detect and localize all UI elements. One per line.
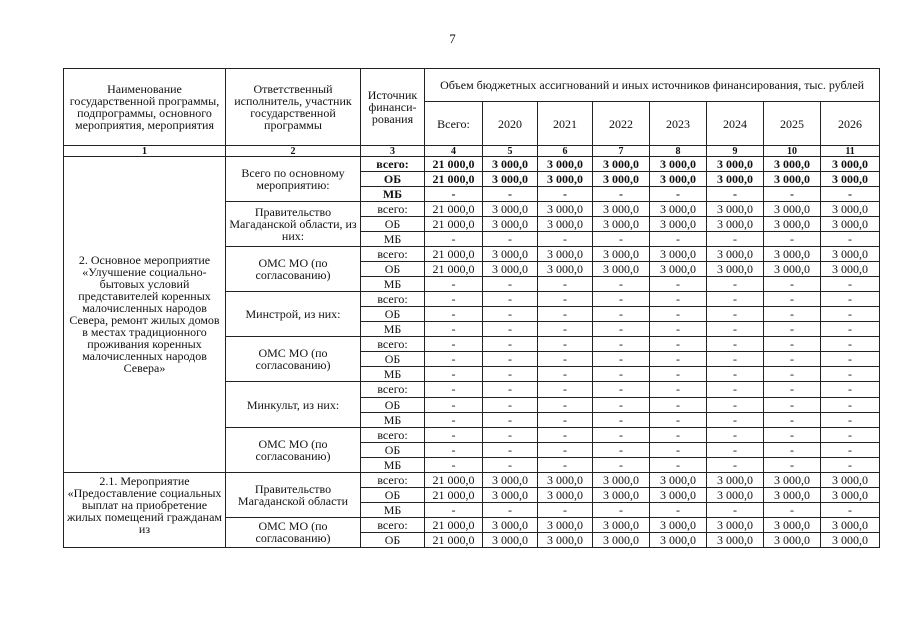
year-value-cell: - (650, 322, 707, 337)
header-year: 2026 (821, 102, 880, 146)
year-value-cell: - (483, 397, 538, 412)
column-number: 2 (226, 146, 361, 157)
year-value-cell: - (764, 337, 821, 352)
source-cell: МБ (361, 367, 425, 382)
source-cell: МБ (361, 187, 425, 202)
year-value-cell: - (593, 382, 650, 397)
year-value-cell: 3 000,0 (821, 517, 880, 532)
year-value-cell: - (650, 442, 707, 457)
year-value-cell: - (764, 502, 821, 517)
year-value-cell: 3 000,0 (707, 262, 764, 277)
year-value-cell: - (707, 457, 764, 472)
year-value-cell: 3 000,0 (821, 247, 880, 262)
source-cell: МБ (361, 457, 425, 472)
year-value-cell: - (764, 457, 821, 472)
year-value-cell: - (764, 367, 821, 382)
total-value-cell: - (425, 337, 483, 352)
year-value-cell: - (593, 337, 650, 352)
source-cell: ОБ (361, 397, 425, 412)
header-year: 2021 (538, 102, 593, 146)
total-value-cell: - (425, 307, 483, 322)
year-value-cell: 3 000,0 (650, 172, 707, 187)
year-value-cell: - (821, 382, 880, 397)
year-value-cell: 3 000,0 (593, 217, 650, 232)
year-value-cell: - (764, 292, 821, 307)
year-value-cell: - (483, 187, 538, 202)
executor-cell: Минстрой, из них: (226, 292, 361, 337)
total-value-cell: 21 000,0 (425, 157, 483, 172)
source-cell: всего: (361, 382, 425, 397)
header-year: 2023 (650, 102, 707, 146)
year-value-cell: 3 000,0 (593, 247, 650, 262)
source-cell: всего: (361, 202, 425, 217)
source-cell: всего: (361, 517, 425, 532)
year-value-cell: 3 000,0 (538, 472, 593, 487)
year-value-cell: - (538, 442, 593, 457)
year-value-cell: 3 000,0 (483, 487, 538, 502)
total-value-cell: - (425, 412, 483, 427)
source-cell: всего: (361, 292, 425, 307)
year-value-cell: - (593, 502, 650, 517)
total-value-cell: - (425, 397, 483, 412)
year-value-cell: - (593, 277, 650, 292)
year-value-cell: - (538, 427, 593, 442)
source-cell: ОБ (361, 217, 425, 232)
source-cell: МБ (361, 322, 425, 337)
year-value-cell: 3 000,0 (707, 472, 764, 487)
year-value-cell: 3 000,0 (707, 217, 764, 232)
year-value-cell: 3 000,0 (650, 532, 707, 547)
year-value-cell: - (538, 382, 593, 397)
year-value-cell: - (821, 307, 880, 322)
year-value-cell: - (538, 337, 593, 352)
total-value-cell: 21 000,0 (425, 532, 483, 547)
header-volume: Объем бюджетных ассигнований и иных источников финансирования, тыс. рублей (425, 69, 880, 102)
column-number: 7 (593, 146, 650, 157)
source-cell: всего: (361, 247, 425, 262)
year-value-cell: - (650, 367, 707, 382)
year-value-cell: 3 000,0 (764, 532, 821, 547)
year-value-cell: - (538, 277, 593, 292)
year-value-cell: - (764, 442, 821, 457)
source-cell: всего: (361, 427, 425, 442)
year-value-cell: - (821, 277, 880, 292)
header-year: 2020 (483, 102, 538, 146)
year-value-cell: - (821, 292, 880, 307)
executor-cell: Всего по основному мероприятию: (226, 157, 361, 202)
year-value-cell: - (650, 502, 707, 517)
year-value-cell: - (707, 427, 764, 442)
year-value-cell: 3 000,0 (483, 247, 538, 262)
total-value-cell: 21 000,0 (425, 487, 483, 502)
source-cell: МБ (361, 232, 425, 247)
column-number: 4 (425, 146, 483, 157)
year-value-cell: 3 000,0 (483, 472, 538, 487)
year-value-cell: 3 000,0 (707, 172, 764, 187)
source-cell: ОБ (361, 352, 425, 367)
year-value-cell: - (764, 382, 821, 397)
total-value-cell: - (425, 427, 483, 442)
executor-cell: ОМС МО (по согласованию) (226, 517, 361, 547)
year-value-cell: - (821, 457, 880, 472)
year-value-cell: - (707, 277, 764, 292)
financing-table (63, 68, 880, 548)
total-value-cell: 21 000,0 (425, 247, 483, 262)
year-value-cell: 3 000,0 (821, 262, 880, 277)
total-value-cell: 21 000,0 (425, 172, 483, 187)
year-value-cell: 3 000,0 (650, 202, 707, 217)
total-value-cell: - (425, 232, 483, 247)
year-value-cell: 3 000,0 (483, 532, 538, 547)
source-cell: всего: (361, 472, 425, 487)
year-value-cell: - (650, 457, 707, 472)
year-value-cell: 3 000,0 (650, 217, 707, 232)
year-value-cell: - (483, 292, 538, 307)
year-value-cell: 3 000,0 (707, 517, 764, 532)
total-value-cell: - (425, 502, 483, 517)
year-value-cell: - (764, 307, 821, 322)
year-value-cell: - (538, 232, 593, 247)
year-value-cell: - (821, 502, 880, 517)
year-value-cell: 3 000,0 (707, 247, 764, 262)
year-value-cell: - (650, 382, 707, 397)
year-value-cell: - (593, 322, 650, 337)
year-value-cell: - (650, 292, 707, 307)
year-value-cell: 3 000,0 (707, 532, 764, 547)
header-total: Всего: (425, 102, 483, 146)
year-value-cell: - (707, 397, 764, 412)
column-number-row (64, 146, 880, 157)
year-value-cell: 3 000,0 (593, 532, 650, 547)
year-value-cell: - (821, 187, 880, 202)
measure-name: 2. Основное мероприятие «Улучшение социально-бытовых условий представителей коренных малочисленных народов Севера, ремонт жилых домов в местах традиционного проживания коренных малочисленных народов Севера» (64, 157, 226, 473)
source-cell: МБ (361, 277, 425, 292)
year-value-cell: 3 000,0 (593, 472, 650, 487)
total-value-cell: 21 000,0 (425, 262, 483, 277)
year-value-cell: 3 000,0 (764, 172, 821, 187)
year-value-cell: 3 000,0 (483, 517, 538, 532)
header-name: Наименование государственной программы, подпрограммы, основного мероприятия, мероприятия (64, 69, 226, 146)
year-value-cell: 3 000,0 (593, 157, 650, 172)
year-value-cell: - (707, 442, 764, 457)
year-value-cell: 3 000,0 (764, 517, 821, 532)
year-value-cell: - (538, 292, 593, 307)
year-value-cell: 3 000,0 (650, 262, 707, 277)
year-value-cell: - (707, 502, 764, 517)
year-value-cell: - (538, 457, 593, 472)
year-value-cell: - (650, 277, 707, 292)
total-value-cell: - (425, 367, 483, 382)
year-value-cell: 3 000,0 (707, 157, 764, 172)
year-value-cell: 3 000,0 (821, 472, 880, 487)
total-value-cell: - (425, 292, 483, 307)
year-value-cell: - (538, 412, 593, 427)
year-value-cell: - (821, 337, 880, 352)
year-value-cell: - (764, 322, 821, 337)
year-value-cell: - (538, 397, 593, 412)
source-cell: ОБ (361, 442, 425, 457)
year-value-cell: - (821, 397, 880, 412)
year-value-cell: 3 000,0 (707, 487, 764, 502)
year-value-cell: - (483, 337, 538, 352)
year-value-cell: - (593, 367, 650, 382)
year-value-cell: - (538, 307, 593, 322)
column-number: 1 (64, 146, 226, 157)
year-value-cell: - (650, 352, 707, 367)
table-body (64, 157, 880, 548)
year-value-cell: 3 000,0 (538, 202, 593, 217)
year-value-cell: - (483, 352, 538, 367)
header-year: 2025 (764, 102, 821, 146)
year-value-cell: 3 000,0 (821, 202, 880, 217)
year-value-cell: - (483, 442, 538, 457)
source-cell: МБ (361, 502, 425, 517)
year-value-cell: - (707, 412, 764, 427)
year-value-cell: - (483, 457, 538, 472)
year-value-cell: 3 000,0 (821, 157, 880, 172)
table-row (64, 472, 880, 487)
executor-cell: Минкульт, из них: (226, 382, 361, 427)
year-value-cell: 3 000,0 (821, 532, 880, 547)
total-value-cell: - (425, 322, 483, 337)
year-value-cell: - (538, 367, 593, 382)
year-value-cell: 3 000,0 (764, 202, 821, 217)
year-value-cell: 3 000,0 (593, 172, 650, 187)
year-value-cell: - (821, 322, 880, 337)
header-year: 2022 (593, 102, 650, 146)
total-value-cell: - (425, 382, 483, 397)
year-value-cell: - (764, 232, 821, 247)
year-value-cell: - (650, 232, 707, 247)
year-value-cell: - (593, 307, 650, 322)
year-value-cell: - (707, 292, 764, 307)
year-value-cell: - (650, 397, 707, 412)
year-value-cell: - (707, 352, 764, 367)
source-cell: ОБ (361, 172, 425, 187)
total-value-cell: 21 000,0 (425, 472, 483, 487)
year-value-cell: - (764, 352, 821, 367)
header-year: 2024 (707, 102, 764, 146)
year-value-cell: - (707, 187, 764, 202)
column-number: 10 (764, 146, 821, 157)
total-value-cell: 21 000,0 (425, 202, 483, 217)
year-value-cell: - (764, 187, 821, 202)
year-value-cell: - (650, 307, 707, 322)
year-value-cell: 3 000,0 (593, 262, 650, 277)
year-value-cell: 3 000,0 (764, 472, 821, 487)
source-cell: МБ (361, 412, 425, 427)
year-value-cell: 3 000,0 (483, 217, 538, 232)
year-value-cell: 3 000,0 (538, 517, 593, 532)
year-value-cell: 3 000,0 (650, 487, 707, 502)
page-number: 7 (449, 31, 456, 46)
year-value-cell: - (764, 427, 821, 442)
year-value-cell: 3 000,0 (538, 247, 593, 262)
year-value-cell: - (821, 442, 880, 457)
year-value-cell: - (593, 427, 650, 442)
executor-cell: ОМС МО (по согласованию) (226, 427, 361, 472)
year-value-cell: 3 000,0 (764, 217, 821, 232)
year-value-cell: 3 000,0 (593, 517, 650, 532)
year-value-cell: - (821, 232, 880, 247)
year-value-cell: 3 000,0 (538, 532, 593, 547)
total-value-cell: - (425, 457, 483, 472)
year-value-cell: - (483, 307, 538, 322)
total-value-cell: - (425, 187, 483, 202)
table-row (64, 157, 880, 172)
header-source: Источник финанси-рования (361, 69, 425, 146)
year-value-cell: 3 000,0 (483, 157, 538, 172)
year-value-cell: - (650, 187, 707, 202)
year-value-cell: 3 000,0 (764, 157, 821, 172)
year-value-cell: - (650, 337, 707, 352)
column-number: 6 (538, 146, 593, 157)
year-value-cell: - (483, 412, 538, 427)
year-value-cell: - (483, 427, 538, 442)
year-value-cell: 3 000,0 (538, 157, 593, 172)
executor-cell: Правительство Магаданской области, из них: (226, 202, 361, 247)
year-value-cell: - (764, 277, 821, 292)
year-value-cell: - (764, 397, 821, 412)
year-value-cell: 3 000,0 (764, 487, 821, 502)
year-value-cell: 3 000,0 (650, 157, 707, 172)
source-cell: всего: (361, 157, 425, 172)
executor-cell: ОМС МО (по согласованию) (226, 247, 361, 292)
year-value-cell: 3 000,0 (538, 262, 593, 277)
year-value-cell: - (538, 352, 593, 367)
source-cell: всего: (361, 337, 425, 352)
measure-name: 2.1. Мероприятие «Предоставление социальных выплат на приобретение жилых помещений гражданам из (64, 472, 226, 547)
total-value-cell: - (425, 442, 483, 457)
year-value-cell: - (707, 382, 764, 397)
source-cell: ОБ (361, 532, 425, 547)
year-value-cell: 3 000,0 (483, 172, 538, 187)
year-value-cell: - (593, 412, 650, 427)
year-value-cell: - (593, 292, 650, 307)
year-value-cell: - (707, 337, 764, 352)
year-value-cell: - (538, 187, 593, 202)
year-value-cell: 3 000,0 (821, 487, 880, 502)
year-value-cell: 3 000,0 (821, 217, 880, 232)
year-value-cell: 3 000,0 (483, 262, 538, 277)
column-number: 5 (483, 146, 538, 157)
year-value-cell: 3 000,0 (764, 247, 821, 262)
year-value-cell: - (593, 442, 650, 457)
year-value-cell: 3 000,0 (650, 517, 707, 532)
year-value-cell: 3 000,0 (707, 202, 764, 217)
year-value-cell: 3 000,0 (650, 247, 707, 262)
column-number: 9 (707, 146, 764, 157)
year-value-cell: 3 000,0 (538, 217, 593, 232)
year-value-cell: - (707, 232, 764, 247)
executor-cell: Правительство Магаданской области (226, 472, 361, 517)
total-value-cell: 21 000,0 (425, 217, 483, 232)
year-value-cell: - (483, 232, 538, 247)
year-value-cell: 3 000,0 (538, 172, 593, 187)
year-value-cell: - (483, 322, 538, 337)
source-cell: ОБ (361, 487, 425, 502)
source-cell: ОБ (361, 262, 425, 277)
year-value-cell: - (483, 277, 538, 292)
year-value-cell: - (821, 427, 880, 442)
year-value-cell: - (650, 427, 707, 442)
year-value-cell: 3 000,0 (538, 487, 593, 502)
column-number: 8 (650, 146, 707, 157)
year-value-cell: - (650, 412, 707, 427)
year-value-cell: - (483, 502, 538, 517)
year-value-cell: - (764, 412, 821, 427)
year-value-cell: - (538, 322, 593, 337)
year-value-cell: 3 000,0 (593, 202, 650, 217)
year-value-cell: - (707, 322, 764, 337)
total-value-cell: 21 000,0 (425, 517, 483, 532)
year-value-cell: 3 000,0 (593, 487, 650, 502)
year-value-cell: - (593, 397, 650, 412)
year-value-cell: - (593, 352, 650, 367)
year-value-cell: - (593, 232, 650, 247)
year-value-cell: 3 000,0 (821, 172, 880, 187)
year-value-cell: - (593, 457, 650, 472)
year-value-cell: - (707, 307, 764, 322)
year-value-cell: 3 000,0 (764, 262, 821, 277)
year-value-cell: - (821, 412, 880, 427)
executor-cell: ОМС МО (по согласованию) (226, 337, 361, 382)
year-value-cell: - (538, 502, 593, 517)
year-value-cell: - (593, 187, 650, 202)
source-cell: ОБ (361, 307, 425, 322)
year-value-cell: - (821, 352, 880, 367)
year-value-cell: - (483, 367, 538, 382)
column-number: 11 (821, 146, 880, 157)
year-value-cell: - (821, 367, 880, 382)
column-number: 3 (361, 146, 425, 157)
year-value-cell: - (707, 367, 764, 382)
year-value-cell: - (483, 382, 538, 397)
total-value-cell: - (425, 277, 483, 292)
header-executor: Ответственный исполнитель, участник государственной программы (226, 69, 361, 146)
year-value-cell: 3 000,0 (650, 472, 707, 487)
total-value-cell: - (425, 352, 483, 367)
year-value-cell: 3 000,0 (483, 202, 538, 217)
